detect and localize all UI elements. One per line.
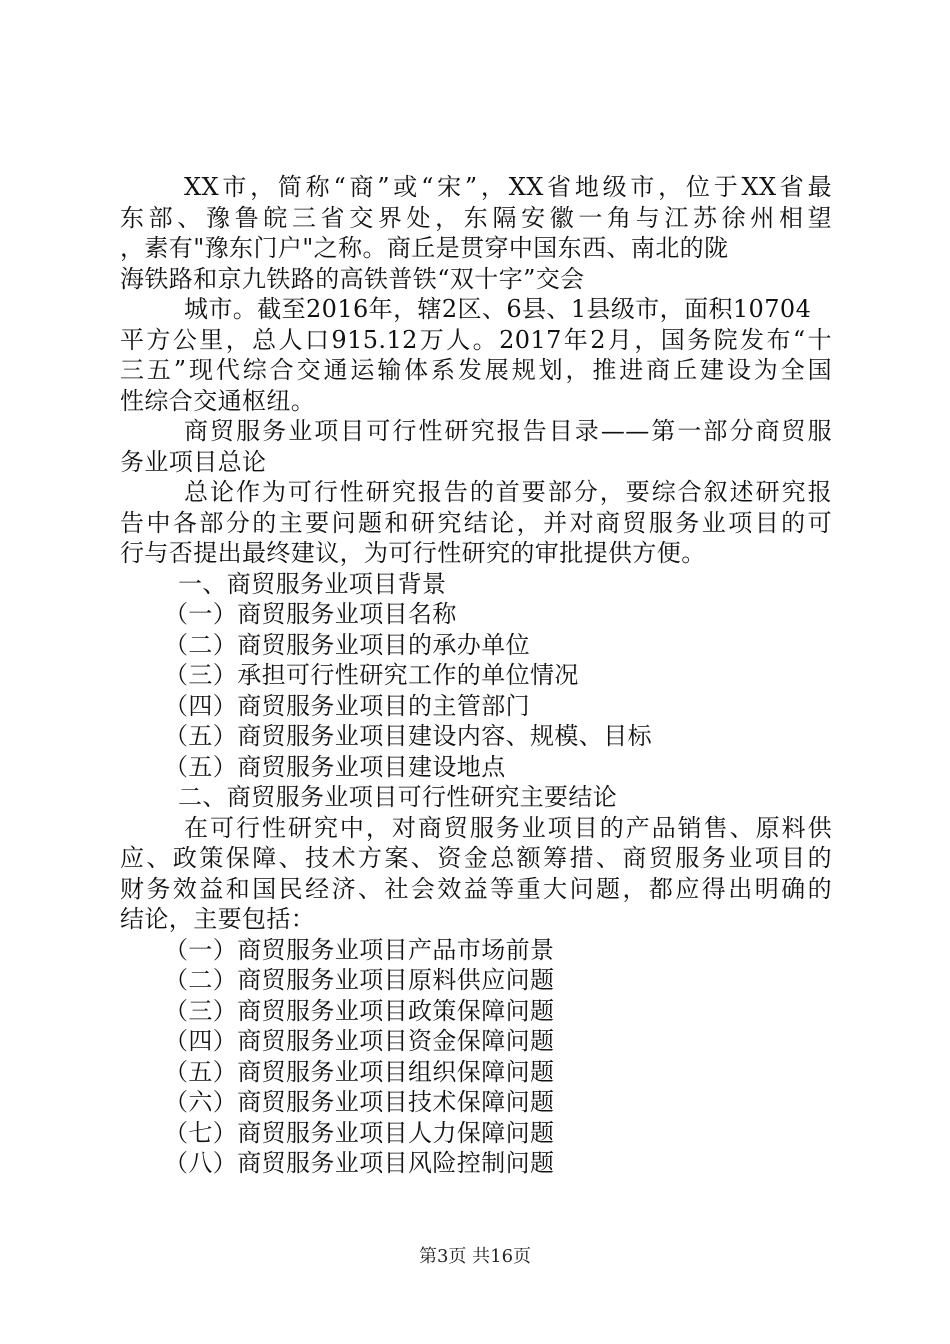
outline-item: （八）商贸服务业项目风险控制问题 [164, 1149, 555, 1177]
outline-item: （四）商贸服务业项目的主管部门 [164, 691, 530, 720]
paragraph-line: 海铁路和京九铁路的高铁普铁“双十字”交会 [120, 264, 585, 293]
paragraph-line: 三五”现代综合交通运输体系发展规划，推进商丘建设为全国 [120, 356, 832, 384]
outline-item: （四）商贸服务业项目资金保障问题 [164, 1027, 555, 1055]
paragraph-line: 财务效益和国民经济、社会效益等重大问题，都应得出明确的 [120, 874, 832, 903]
outline-item: （二）商贸服务业项目的承办单位 [164, 630, 530, 659]
paragraph-line: ，素有"豫东门户"之称。商丘是贯穿中国东西、南北的陇 [120, 234, 729, 262]
outline-heading: 一、商贸服务业项目背景 [178, 569, 447, 598]
paragraph-line: 总论作为可行性研究报告的首要部分，要综合叙述研究报 [184, 478, 832, 506]
outline-item: （五）商贸服务业项目建设地点 [164, 752, 506, 781]
paragraph-line: 城市。截至2016年，辖2区、6县、1县级市，面积10704 [184, 295, 812, 323]
outline-item: （五）商贸服务业项目建设内容、规模、目标 [164, 722, 652, 750]
paragraph-line: 结论，主要包括： [120, 905, 316, 933]
outline-item: （二）商贸服务业项目原料供应问题 [164, 966, 555, 994]
document-body [120, 172, 832, 1179]
paragraph-line: 东部、豫鲁皖三省交界处，东隔安徽一角与江苏徐州相望 [120, 203, 832, 232]
paragraph-line: 在可行性研究中，对商贸服务业项目的产品销售、原料供 [184, 813, 832, 842]
outline-heading: 二、商贸服务业项目可行性研究主要结论 [178, 783, 618, 811]
outline-item: （一）商贸服务业项目名称 [164, 600, 457, 628]
outline-item: （三）商贸服务业项目政策保障问题 [164, 996, 555, 1025]
paragraph-line: 应、政策保障、技术方案、资金总额筹措、商贸服务业项目的 [120, 844, 832, 872]
section-heading-line: 务业项目总论 [120, 447, 267, 476]
paragraph-line: 行与否提出最终建议，为可行性研究的审批提供方便。 [120, 539, 706, 567]
outline-item: （三）承担可行性研究工作的单位情况 [164, 661, 579, 689]
page-number-footer: 第3页 共16页 [418, 1246, 532, 1267]
outline-item: （七）商贸服务业项目人力保障问题 [164, 1118, 555, 1147]
paragraph-line: XX市，简称“商”或“宋”，XX省地级市，位于XX省最 [184, 173, 832, 201]
paragraph-line: 告中各部分的主要问题和研究结论，并对商贸服务业项目的可 [120, 508, 832, 537]
outline-item: （五）商贸服务业项目组织保障问题 [164, 1057, 555, 1086]
paragraph-line: 平方公里，总人口915.12万人。2017年2月，国务院发布“十 [120, 325, 832, 354]
outline-item: （一）商贸服务业项目产品市场前景 [164, 935, 555, 964]
paragraph-line: 性综合交通枢纽。 [120, 386, 316, 415]
section-heading-line: 商贸服务业项目可行性研究报告目录——第一部分商贸服 [184, 417, 832, 445]
outline-item: （六）商贸服务业项目技术保障问题 [164, 1088, 555, 1116]
